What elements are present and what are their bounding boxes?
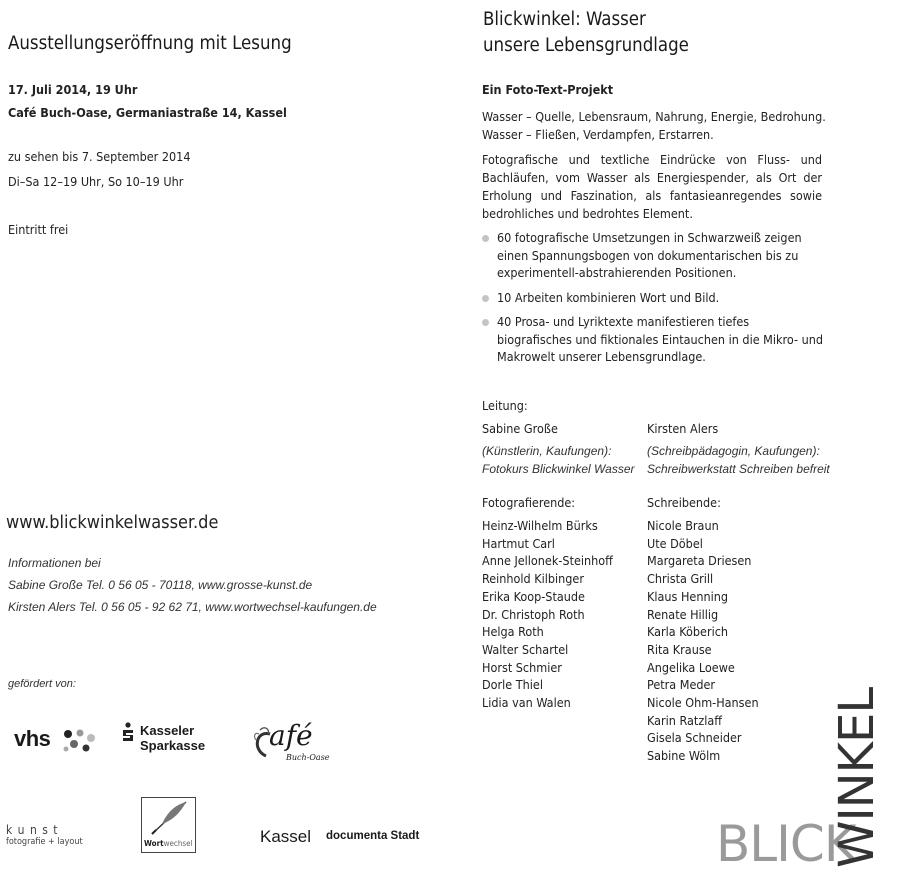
description: Fotografische und textliche Eindrücke von Fluss- und Bachläufen, vom Wasser als Energiespender, als Ort der Erholung und Faszination, als fantasieanregendes sowie bedrohliches und bedrohtes Element.	[482, 152, 822, 221]
bullet-text: 60 fotografische Umsetzungen in Schwarzweiß zeigen einen Spannungsbogen von dokumentarischen bis zu experimentell-abstrahierenden Positionen.	[497, 230, 802, 280]
leader-kirsten	[647, 420, 830, 478]
website-link[interactable]: www.blickwinkelwasser.de	[6, 512, 219, 533]
project-title-line1: Blickwinkel: Wasser	[483, 9, 646, 30]
exhibition-until: zu sehen bis 7. September 2014	[8, 149, 191, 164]
kunst-sub: fotografie + layout	[6, 837, 83, 847]
list-item: Petra Meder	[647, 677, 716, 693]
kunst-logo	[6, 823, 83, 847]
leader-sabine	[482, 420, 634, 478]
list-item: Karin Ratzlaff	[647, 712, 722, 728]
info-label: Informationen bei	[8, 556, 101, 570]
list-item: Nicole Ohm-Hansen	[647, 695, 759, 711]
list-item: Rita Krause	[647, 641, 712, 657]
list-item: Helga Roth	[482, 624, 544, 640]
vhs-text: vhs	[14, 726, 51, 751]
cafe-sub: Buch-Oase	[286, 753, 330, 762]
documenta-stadt-logo: documenta Stadt	[326, 830, 420, 842]
leader-role: (Künstlerin, Kaufungen):	[482, 444, 612, 458]
photographers-label: Fotografierende:	[482, 495, 576, 510]
leader-name: Sabine Große	[482, 421, 558, 436]
leader-role: (Schreibpädagogin, Kaufungen):	[647, 444, 820, 458]
intro	[482, 108, 826, 144]
list-item	[482, 229, 827, 282]
leader-course: Fotokurs Blickwinkel Wasser	[482, 462, 635, 476]
logo-blick: BLICK	[716, 815, 856, 873]
list-item: Christa Grill	[647, 571, 714, 587]
sparkasse-line2: Sparkasse	[140, 738, 206, 753]
list-item: Margareta Driesen	[647, 553, 752, 569]
list-item: Lidia van Walen	[482, 695, 571, 711]
list-item: Gisela Schneider	[647, 730, 742, 746]
vhs-dots-icon	[60, 728, 102, 754]
intro-line: Wasser – Fließen, Verdampfen, Erstarren.	[482, 127, 714, 142]
photographers-list	[482, 517, 613, 712]
bullet-text: 10 Arbeiten kombinieren Wort und Bild.	[497, 289, 720, 305]
kassel-logo: Kassel	[260, 827, 312, 846]
bullet-dot-icon	[482, 295, 489, 302]
list-item: Karla Köberich	[647, 624, 728, 640]
entry-info: Eintritt frei	[8, 222, 69, 237]
project-subtitle: Ein Foto-Text-Projekt	[482, 82, 614, 97]
writers-list	[647, 517, 759, 765]
leader-name: Kirsten Alers	[647, 421, 719, 436]
opening-hours: Di–Sa 12–19 Uhr, So 10–19 Uhr	[8, 174, 184, 189]
intro-line: Wasser – Quelle, Lebensraum, Nahrung, Energie, Bedrohung.	[482, 109, 826, 124]
sparkasse-line1: Kasseler	[140, 723, 195, 738]
list-item: Reinhold Kilbinger	[482, 571, 584, 587]
bullet-dot-icon	[482, 235, 489, 242]
logo-winkel: WINKEL	[829, 687, 885, 868]
contact-sabine: Sabine Große Tel. 0 56 05 - 70118, www.grosse-kunst.de	[8, 578, 313, 592]
list-item: Klaus Henning	[647, 588, 728, 604]
list-item: Renate Hillig	[647, 606, 719, 622]
list-item: Angelika Loewe	[647, 659, 735, 675]
leitung-label: Leitung:	[482, 398, 528, 413]
list-item	[482, 313, 827, 366]
leader-course: Schreibwerkstatt Schreiben befreit	[647, 462, 830, 476]
list-item: Hartmut Carl	[482, 535, 555, 551]
list-item: Anne Jellonek-Steinhoff	[482, 553, 613, 569]
vhs-logo	[14, 726, 50, 752]
list-item: Heinz-Wilhelm Bürks	[482, 518, 598, 533]
cafe-word: afé	[269, 719, 313, 752]
list-item: Nicole Braun	[647, 518, 719, 533]
kunst-word: k u n s t	[6, 823, 59, 837]
list-item: Sabine Wölm	[647, 748, 721, 764]
wortwechsel-logo	[141, 797, 196, 853]
bullet-dot-icon	[482, 319, 489, 326]
list-item: Erika Koop-Staude	[482, 588, 585, 604]
wortwechsel-b: wechsel	[163, 839, 193, 848]
list-item: Walter Schartel	[482, 641, 569, 657]
sparkasse-icon	[121, 722, 135, 742]
writers-label: Schreibende:	[647, 495, 721, 510]
bullet-text: 40 Prosa- und Lyriktexte manifestieren tiefes biografisches und fiktionales Eintauchen in die Mikro- und Makrowelt unserer Lebensgrundlage.	[497, 314, 824, 364]
event-title: Ausstellungseröffnung mit Lesung	[8, 33, 292, 54]
quill-icon	[142, 798, 195, 838]
list-item: Ute Döbel	[647, 535, 703, 551]
list-item	[482, 289, 827, 307]
list-item: Dorle Thiel	[482, 677, 543, 693]
wortwechsel-a: Wort	[144, 839, 164, 848]
event-venue: Café Buch-Oase, Germaniastraße 14, Kassel	[8, 105, 287, 120]
project-title-line2: unsere Lebensgrundlage	[483, 35, 689, 56]
list-item: Dr. Christoph Roth	[482, 606, 585, 622]
event-date: 17. Juli 2014, 19 Uhr	[8, 82, 138, 97]
project-title	[483, 7, 689, 59]
contact-kirsten: Kirsten Alers Tel. 0 56 05 - 92 62 71, www.wortwechsel-kaufungen.de	[8, 600, 377, 614]
list-item: Horst Schmier	[482, 659, 562, 675]
funded-by-label: gefördert von:	[8, 678, 76, 690]
bullet-list	[482, 229, 827, 373]
